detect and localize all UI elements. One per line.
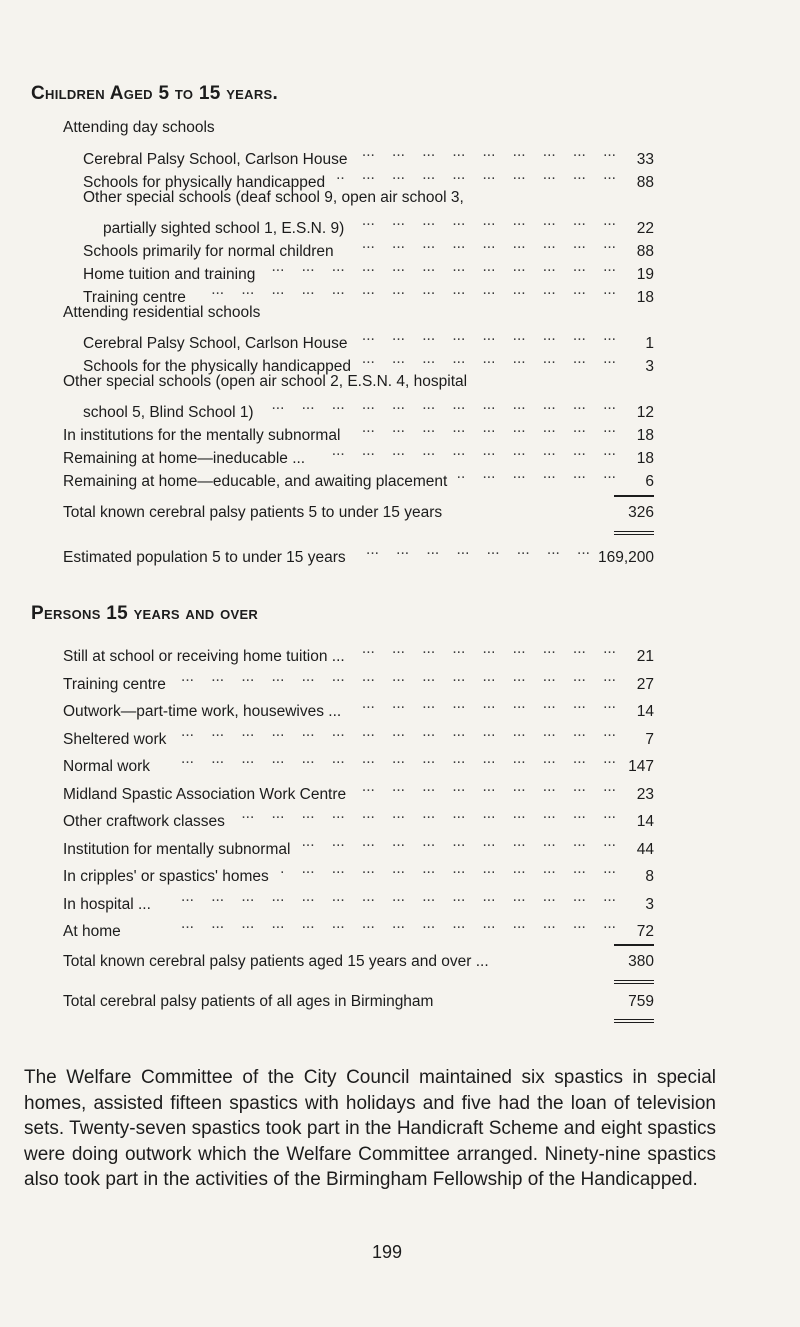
- row-label: Midland Spastic Association Work Centre: [63, 786, 347, 803]
- table-row: [83, 140, 654, 168]
- row-value: 19: [636, 266, 654, 283]
- table-row: [83, 163, 654, 191]
- row-label: Home tuition and training: [83, 266, 256, 283]
- sum-rule: [614, 944, 654, 946]
- row-label: Remaining at home—educable, and awaiting placement: [63, 473, 448, 490]
- table-row: [83, 255, 654, 283]
- row-label: school 5, Blind School 1): [83, 404, 254, 421]
- row-value: 14: [636, 703, 654, 720]
- row-value: 6: [645, 473, 654, 490]
- row-value: 88: [636, 174, 654, 191]
- table-row: [63, 720, 654, 748]
- double-rule: [614, 531, 654, 535]
- subheading-day-schools: Attending day schools: [63, 119, 215, 136]
- row-label: At home: [63, 923, 121, 940]
- table-row: [63, 775, 654, 803]
- row-label: Schools for the physically handicapped: [83, 358, 351, 375]
- population-value: 169,200: [597, 549, 654, 566]
- row-value: 3: [645, 358, 654, 375]
- row-value: 12: [636, 404, 654, 421]
- table-row: [63, 885, 654, 913]
- row-label: Still at school or receiving home tuition ...: [63, 648, 345, 665]
- row-value: 33: [636, 151, 654, 168]
- row-label: partially sighted school 1, E.S.N. 9): [103, 220, 345, 237]
- welfare-paragraph: The Welfare Committee of the City Council maintained six spastics in special homes, assisted fifteen spastics with holidays and five had the loan of television sets. Twenty-seven spastics took part in the Handicraft Scheme and eight spastics were doing outwork which the Welfare Committee arranged. Ninety-nine spastics also took part in the activities of the Birmingham Fellowship of the Handicapped.: [24, 1067, 716, 1190]
- row-value: 18: [636, 427, 654, 444]
- table-row: [63, 912, 654, 940]
- table-row: [83, 278, 654, 306]
- row-label: Schools for physically handicapped: [83, 174, 326, 191]
- table-row: [63, 802, 654, 830]
- grand-total-label: Total cerebral palsy patients of all ages in Birmingham: [63, 993, 434, 1010]
- row-value: 7: [645, 731, 654, 748]
- row-label: In cripples' or spastics' homes: [63, 868, 269, 885]
- row-label: Other craftwork classes: [63, 813, 225, 830]
- row-label: Schools primarily for normal children: [83, 243, 334, 260]
- row-label: Training centre: [83, 289, 186, 306]
- section-heading-children: Children Aged 5 to 15 years.: [31, 83, 279, 104]
- row-label-line1: Other special schools (deaf school 9, open air school 3,: [83, 189, 464, 206]
- section-heading-persons: Persons 15 years and over: [31, 603, 259, 624]
- row-value: 8: [645, 868, 654, 885]
- row-label: Cerebral Palsy School, Carlson House: [83, 335, 348, 352]
- row-value: 21: [636, 648, 654, 665]
- row-label: In institutions for the mentally subnormal: [63, 427, 341, 444]
- total-value: 326: [628, 504, 654, 521]
- table-row: [83, 393, 654, 421]
- subheading-residential: Attending residential schools: [63, 304, 261, 321]
- table-row: [83, 347, 654, 375]
- table-row: [63, 416, 654, 444]
- table-row: [83, 324, 654, 352]
- row-value: 1: [645, 335, 654, 352]
- table-row: [63, 747, 654, 775]
- population-label: Estimated population 5 to under 15 years: [63, 549, 346, 566]
- row-value: 27: [636, 676, 654, 693]
- table-row: [63, 857, 654, 885]
- total-label: Total known cerebral palsy patients aged 15 years and over ...: [63, 953, 489, 970]
- table-row: [83, 232, 654, 260]
- table-row: [103, 209, 654, 237]
- table-row: [63, 830, 654, 858]
- double-rule: [614, 980, 654, 984]
- grand-total-value: 759: [628, 993, 654, 1010]
- row-label-line1: Other special schools (open air school 2, E.S.N. 4, hospital: [63, 373, 468, 390]
- row-label: Cerebral Palsy School, Carlson House: [83, 151, 348, 168]
- row-value: 147: [628, 758, 654, 775]
- row-value: 23: [636, 786, 654, 803]
- double-rule: [614, 1019, 654, 1023]
- row-label: Sheltered work: [63, 731, 167, 748]
- table-row: [63, 692, 654, 720]
- table-row: [63, 439, 654, 467]
- row-label: Remaining at home—ineducable ...: [63, 450, 306, 467]
- page-number: 199: [372, 1242, 403, 1262]
- row-label: Outwork—part-time work, housewives ...: [63, 703, 342, 720]
- sum-rule: [614, 495, 654, 497]
- row-value: 18: [636, 289, 654, 306]
- population-row: [63, 538, 654, 566]
- table-row: [63, 637, 654, 665]
- row-value: 88: [636, 243, 654, 260]
- row-value: 18: [636, 450, 654, 467]
- row-value: 22: [636, 220, 654, 237]
- table-row: [63, 462, 654, 490]
- row-label: In hospital ...: [63, 896, 151, 913]
- total-value: 380: [628, 953, 654, 970]
- row-value: 3: [645, 896, 654, 913]
- row-value: 72: [636, 923, 654, 940]
- row-value: 14: [636, 813, 654, 830]
- table-row: [63, 665, 654, 693]
- row-value: 44: [636, 841, 654, 858]
- total-label: Total known cerebral palsy patients 5 to under 15 years: [63, 504, 443, 521]
- row-label: Institution for mentally subnormal: [63, 841, 291, 858]
- row-label: Normal work: [63, 758, 150, 775]
- row-label: Training centre: [63, 676, 166, 693]
